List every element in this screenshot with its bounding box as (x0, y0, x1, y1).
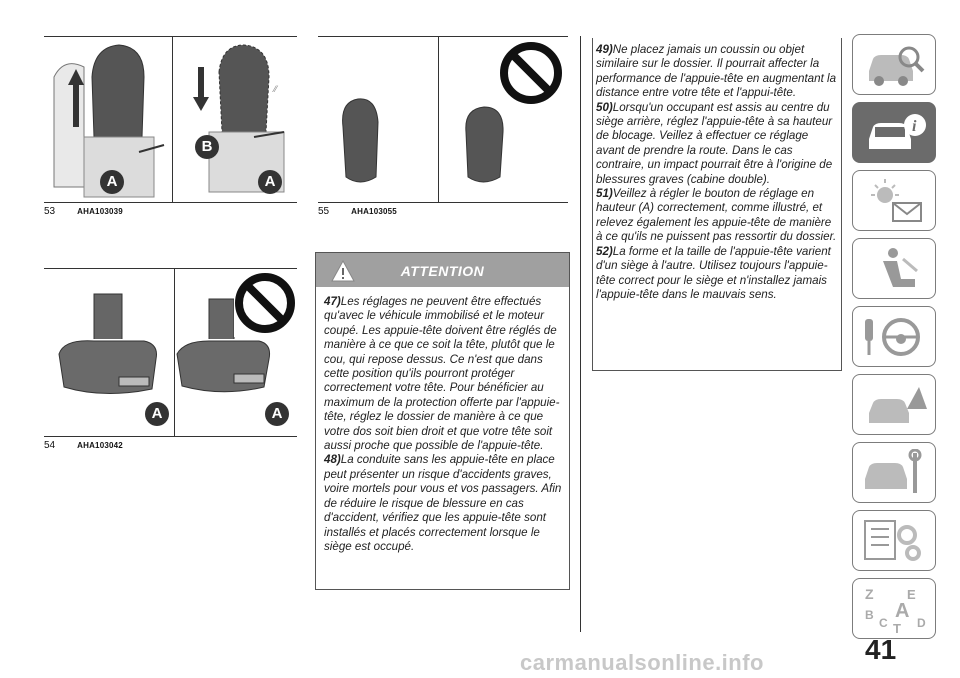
figure-53 (44, 37, 297, 202)
warning-light-message-icon (863, 177, 927, 225)
item-text: Lorsqu'un occupant est assis au centre du siège arrière, réglez l'appuie-tête à sa hauteur de blocage. Veillez à effectuer ce réglage avant de prendre la route. Dans le cas contraire, un impact pourrait être à l'origine de blessures graves (cabine double). (596, 100, 833, 186)
figure-number: 55 (318, 206, 330, 217)
specs-gears-icon (863, 517, 927, 565)
index-letter: C (879, 616, 888, 630)
tab-safety[interactable] (852, 238, 936, 299)
tab-car-search[interactable] (852, 34, 936, 95)
callout-a: A (265, 402, 289, 426)
index-letter: B (865, 608, 874, 622)
item-text: La forme et la taille de l'appuie-tête varient d'un siège à l'autre. Utilisez toujours l'appuie-tête correct pour le siège et n'installez jamais l'appuie-tête dans le mauvais sens. (596, 244, 831, 301)
note-item (596, 187, 837, 245)
note-item (596, 101, 837, 187)
index-letter: D (917, 616, 926, 630)
notes-box (592, 38, 842, 371)
tab-emergency[interactable] (852, 374, 936, 435)
figure-number: 53 (44, 206, 56, 217)
car-emergency-icon (863, 381, 927, 429)
tab-maintenance[interactable] (852, 442, 936, 503)
note-item (596, 245, 837, 303)
warning-box (315, 252, 570, 590)
item-text: Les réglages ne peuvent être effectués qu'avec le véhicule immobilisé et le moteur coupé. Les appuie-tête doivent être réglés de manière à ce que ce soit la tête, plutôt que le cou, qui repose dessus. Ce n'est que dans cette position qu'ils pourront protéger correctement votre tête. Pour bénéficier au maximum de la protection offerte par l'appuie-tête, réglez le dossier de manière à ce que votre dos soit bien droit et que votre tête soit aussi proche que possible de l'appuie-tête. (324, 295, 560, 453)
page-number: 41 (865, 634, 897, 665)
item-number: 51) (596, 187, 613, 201)
seat-airbag-icon (863, 245, 927, 293)
warning-body (316, 287, 569, 554)
fig54-bottom-rule (44, 436, 297, 437)
item-text: La conduite sans les appuie-tête en place peut présenter un risque d'accidents graves, voire mortels pour vous et vos passagers. Afin de réduire le risque de blessure en cas d'accident, vérifiez que les appuie-tête sont installés et placés correctement lorsque le siège est occupé. (324, 453, 562, 553)
figure-54 (44, 269, 297, 436)
item-number: 50) (596, 100, 613, 114)
callout-a: A (145, 402, 169, 426)
alphabetical-index-icon (863, 585, 927, 633)
tab-index[interactable] (852, 578, 936, 639)
index-letter: Z (865, 586, 874, 602)
warning-item (324, 295, 562, 453)
index-letter: E (907, 587, 916, 602)
figure-code: AHA103055 (351, 207, 397, 216)
tab-warning-lights[interactable] (852, 170, 936, 231)
index-letter: T (893, 621, 901, 633)
note-item (596, 43, 837, 101)
fig55-bottom-rule (318, 202, 568, 203)
car-wrench-icon (863, 449, 927, 497)
callout-a: A (100, 170, 124, 194)
callout-b: B (195, 135, 219, 159)
figure-53-caption (44, 206, 123, 217)
car-info-icon (863, 109, 927, 157)
callout-a: A (258, 170, 282, 194)
figure-number: 54 (44, 440, 56, 451)
svg-text:i: i (912, 118, 917, 135)
column-divider (580, 36, 581, 632)
tab-technical-data[interactable] (852, 510, 936, 571)
watermark: carmanualsonline.info (520, 650, 764, 675)
key-steering-wheel-icon (863, 313, 927, 361)
item-number: 49) (596, 43, 613, 56)
item-number: 48) (324, 453, 341, 467)
figure-55 (318, 37, 568, 202)
index-letter: A (895, 600, 910, 622)
item-text: Veillez à régler le bouton de réglage en hauteur (A) correctement, comme illustré, et relevez également les appuie-tête de manière à ce qu'ils ne puissent pas ressortir du dossier. (596, 187, 837, 244)
figure-55-caption (318, 206, 397, 217)
item-text: Ne placez jamais un coussin ou objet similaire sur le dossier. Il pourrait affecter la performance de l'appuie-tête en augmentant la distance entre votre tête et l'appui-tête. (596, 43, 837, 100)
figure-54-caption (44, 440, 123, 451)
figure-code: AHA103042 (77, 441, 123, 450)
item-number: 47) (324, 295, 341, 308)
svg-text:⁄⁄: ⁄⁄ (274, 84, 278, 94)
item-number: 52) (596, 244, 613, 258)
tab-car-info[interactable] (852, 102, 936, 163)
warning-title: ATTENTION (400, 263, 485, 279)
warning-item (324, 453, 562, 554)
tab-starting-driving[interactable] (852, 306, 936, 367)
car-search-icon (863, 41, 927, 89)
figure-code: AHA103039 (77, 207, 123, 216)
notes-body (593, 38, 841, 302)
fig53-bottom-rule (44, 202, 297, 203)
warning-header (316, 253, 569, 287)
